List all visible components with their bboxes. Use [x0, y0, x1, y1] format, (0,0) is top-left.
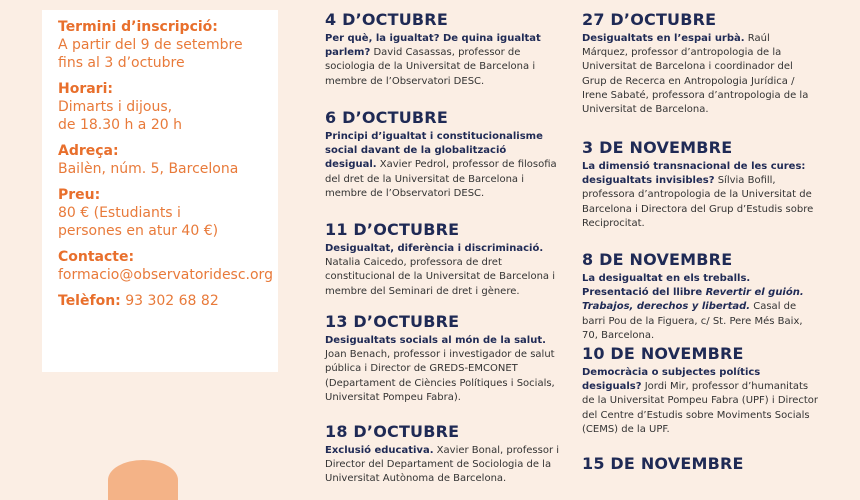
session-nov-3 [582, 138, 818, 231]
session-title: Principi d’igualtat i constitucionalisme social davant de la globalització desigual. [325, 131, 543, 171]
session-speaker: Xavier Pedrol, professor de filosofia del dret de la Universitat de Barcelona i membre de l’Observatori DESC. [325, 159, 557, 199]
contact-email-link[interactable]: formacio@observatoridesc.org [58, 267, 273, 283]
session-description [582, 272, 818, 343]
session-speaker: Natalia Caicedo, professora de dret constitucional de la Universitat de Barcelona i membre del Seminari de dret i gènere. [325, 257, 555, 297]
session-title: Democràcia o subjectes polítics desiguals? [582, 367, 761, 393]
session-date: 13 D’OCTUBRE [325, 312, 460, 331]
session-date: 6 D’OCTUBRE [325, 108, 448, 127]
registration-value: A partir del 9 de setembre fins al 3 d’octubre [58, 37, 243, 71]
session-description [325, 32, 560, 89]
schedule-value: Dimarts i dijous, de 18.30 h a 20 h [58, 99, 182, 133]
address-value: Bailèn, núm. 5, Barcelona [58, 161, 239, 177]
address-label: Adreça: [58, 143, 119, 159]
schedule-info [58, 80, 278, 134]
session-title: Desigualtats socials al món de la salut. [325, 335, 546, 346]
price-info [58, 186, 278, 240]
session-date: 15 DE NOVEMBRE [582, 454, 744, 473]
session-nov-10 [582, 344, 818, 437]
session-oct-18 [325, 422, 560, 487]
book-title: Revertir el guión. Trabajos, derechos y libertad. [582, 287, 804, 313]
session-date: 10 DE NOVEMBRE [582, 344, 744, 363]
session-description [582, 32, 818, 117]
session-description [325, 130, 560, 201]
session-oct-6 [325, 108, 560, 201]
session-speaker: Casal de barri Pou de la Figuera, c/ St. Pere Més Baix, 70, Barcelona. [582, 301, 803, 341]
session-title: Desigualtats en l’espai urbà. [582, 33, 745, 44]
phone-info [58, 292, 278, 310]
session-speaker: Xavier Bonal, professor i Director del Departament de Sociologia de la Universitat Autònoma de Barcelona. [325, 445, 560, 485]
session-speaker: Sílvia Bofill, professora d’antropologia de la Universitat de Barcelona i Directora del Grup d’Estudis sobre Reciprocitat. [582, 175, 814, 229]
session-date: 27 D’OCTUBRE [582, 10, 717, 29]
price-value: 80 € (Estudiants i persones en atur 40 €) [58, 205, 219, 239]
info-panel [42, 10, 278, 372]
session-description [582, 366, 818, 437]
session-oct-27 [582, 10, 818, 117]
session-description [325, 444, 560, 487]
session-date: 4 D’OCTUBRE [325, 10, 448, 29]
session-description [325, 242, 560, 299]
address-info [58, 142, 278, 178]
phone-label: Telèfon: [58, 293, 121, 309]
session-speaker: Raúl Márquez, professor d’antropologia de la Universitat de Barcelona i coordinador del Grup de Recerca en Antropologia Jurídica / Irene Sabaté, professora d’antropologia de la Universitat de Barcelona. [582, 33, 809, 116]
session-description [582, 160, 818, 231]
session-title: Exclusió educativa. [325, 445, 434, 456]
session-speaker: Joan Benach, professor i investigador de salut pública i Director de GREDS-EMCONET (Departament de Ciències Polítiques i Socials, Universitat Pompeu Fabra). [325, 349, 555, 403]
session-date: 3 DE NOVEMBRE [582, 138, 733, 157]
registration-label: Termini d’inscripció: [58, 19, 218, 35]
session-date: 18 D’OCTUBRE [325, 422, 460, 441]
session-nov-8 [582, 250, 818, 343]
session-title: Per què, la igualtat? De quina igualtat parlem? [325, 33, 541, 59]
session-title: Desigualtat, diferència i discriminació. [325, 243, 544, 254]
session-oct-13 [325, 312, 560, 405]
session-date: 8 DE NOVEMBRE [582, 250, 733, 269]
session-date: 11 D’OCTUBRE [325, 220, 460, 239]
session-nov-15 [582, 454, 818, 474]
session-description [325, 334, 560, 405]
contact-label: Contacte: [58, 249, 135, 265]
session-oct-4 [325, 10, 560, 89]
session-speaker: David Casassas, professor de sociologia de la Universitat de Barcelona i membre de l’Observatori DESC. [325, 47, 536, 87]
session-oct-11 [325, 220, 560, 299]
session-title: La dimensió transnacional de les cures: desigualtats invisibles? [582, 161, 806, 187]
decorative-shape [108, 460, 178, 500]
price-label: Preu: [58, 187, 101, 203]
session-title: La desigualtat en els treballs. Presentació del llibre [582, 273, 751, 299]
contact-info [58, 248, 278, 284]
registration-info [58, 18, 278, 72]
schedule-label: Horari: [58, 81, 113, 97]
session-speaker: Jordi Mir, professor d’humanitats de la Universitat Pompeu Fabra (UPF) i Director del Centre d’Estudis sobre Moviments Socials (CEMS) de la UPF. [582, 381, 819, 435]
phone-value: 93 302 68 82 [120, 293, 219, 309]
